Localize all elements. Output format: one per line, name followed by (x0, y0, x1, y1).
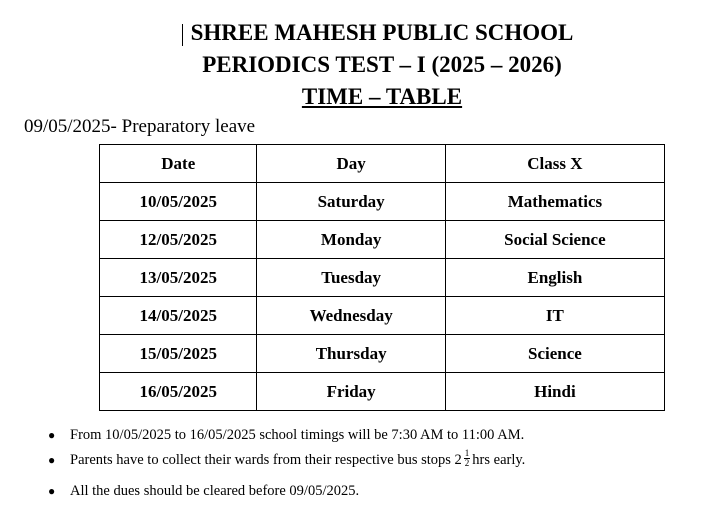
table-row (100, 335, 665, 373)
cell-subject: Social Science (445, 221, 664, 259)
cell-subject: Science (445, 335, 664, 373)
table-row (100, 221, 665, 259)
bullet-icon: ● (48, 484, 56, 498)
fraction-numerator: 1 (464, 448, 470, 459)
doc-title-text: TIME – TABLE (301, 84, 463, 109)
cell-date: 14/05/2025 (100, 297, 257, 335)
cell-day: Saturday (257, 183, 445, 221)
list-item (48, 424, 525, 448)
cell-date: 12/05/2025 (100, 221, 257, 259)
bullet-icon: ● (48, 428, 56, 442)
cell-date: 13/05/2025 (100, 259, 257, 297)
cell-subject: English (445, 259, 664, 297)
list-item (48, 476, 525, 500)
cell-day: Friday (257, 373, 445, 411)
table-row (100, 297, 665, 335)
fraction (464, 449, 471, 468)
notes-list (48, 424, 525, 500)
cell-date: 10/05/2025 (100, 183, 257, 221)
note-pickup-after: hrs early. (472, 452, 526, 468)
cell-subject: Hindi (445, 373, 664, 411)
test-name: PERIODICS TEST – I (2025 – 2026) (202, 52, 562, 77)
table-row (100, 183, 665, 221)
cell-subject: IT (445, 297, 664, 335)
doc-title (0, 84, 711, 110)
preparatory-leave-note: 09/05/2025- Preparatory leave (24, 116, 256, 137)
cell-day: Thursday (257, 335, 445, 373)
note-pickup-before: Parents have to collect their wards from their respective bus stops 2 (70, 452, 462, 468)
timetable (99, 144, 665, 411)
table-header-row (100, 145, 665, 183)
list-item (48, 448, 525, 476)
table-row (100, 373, 665, 411)
cell-day: Monday (257, 221, 445, 259)
table-row (100, 259, 665, 297)
school-name: SHREE MAHESH PUBLIC SCHOOL (190, 20, 574, 45)
fraction-denominator: 2 (464, 458, 470, 469)
cell-subject: Mathematics (445, 183, 664, 221)
note-dues: All the dues should be cleared before 09/05/2025. (70, 483, 360, 499)
note-timings: From 10/05/2025 to 16/05/2025 school timings will be 7:30 AM to 11:00 AM. (70, 427, 525, 443)
cell-day: Wednesday (257, 297, 445, 335)
bullet-icon: ● (48, 453, 56, 467)
cell-day: Tuesday (257, 259, 445, 297)
header-class: Class X (445, 145, 664, 183)
header-day: Day (257, 145, 445, 183)
header-date: Date (100, 145, 257, 183)
cell-date: 15/05/2025 (100, 335, 257, 373)
cell-date: 16/05/2025 (100, 373, 257, 411)
